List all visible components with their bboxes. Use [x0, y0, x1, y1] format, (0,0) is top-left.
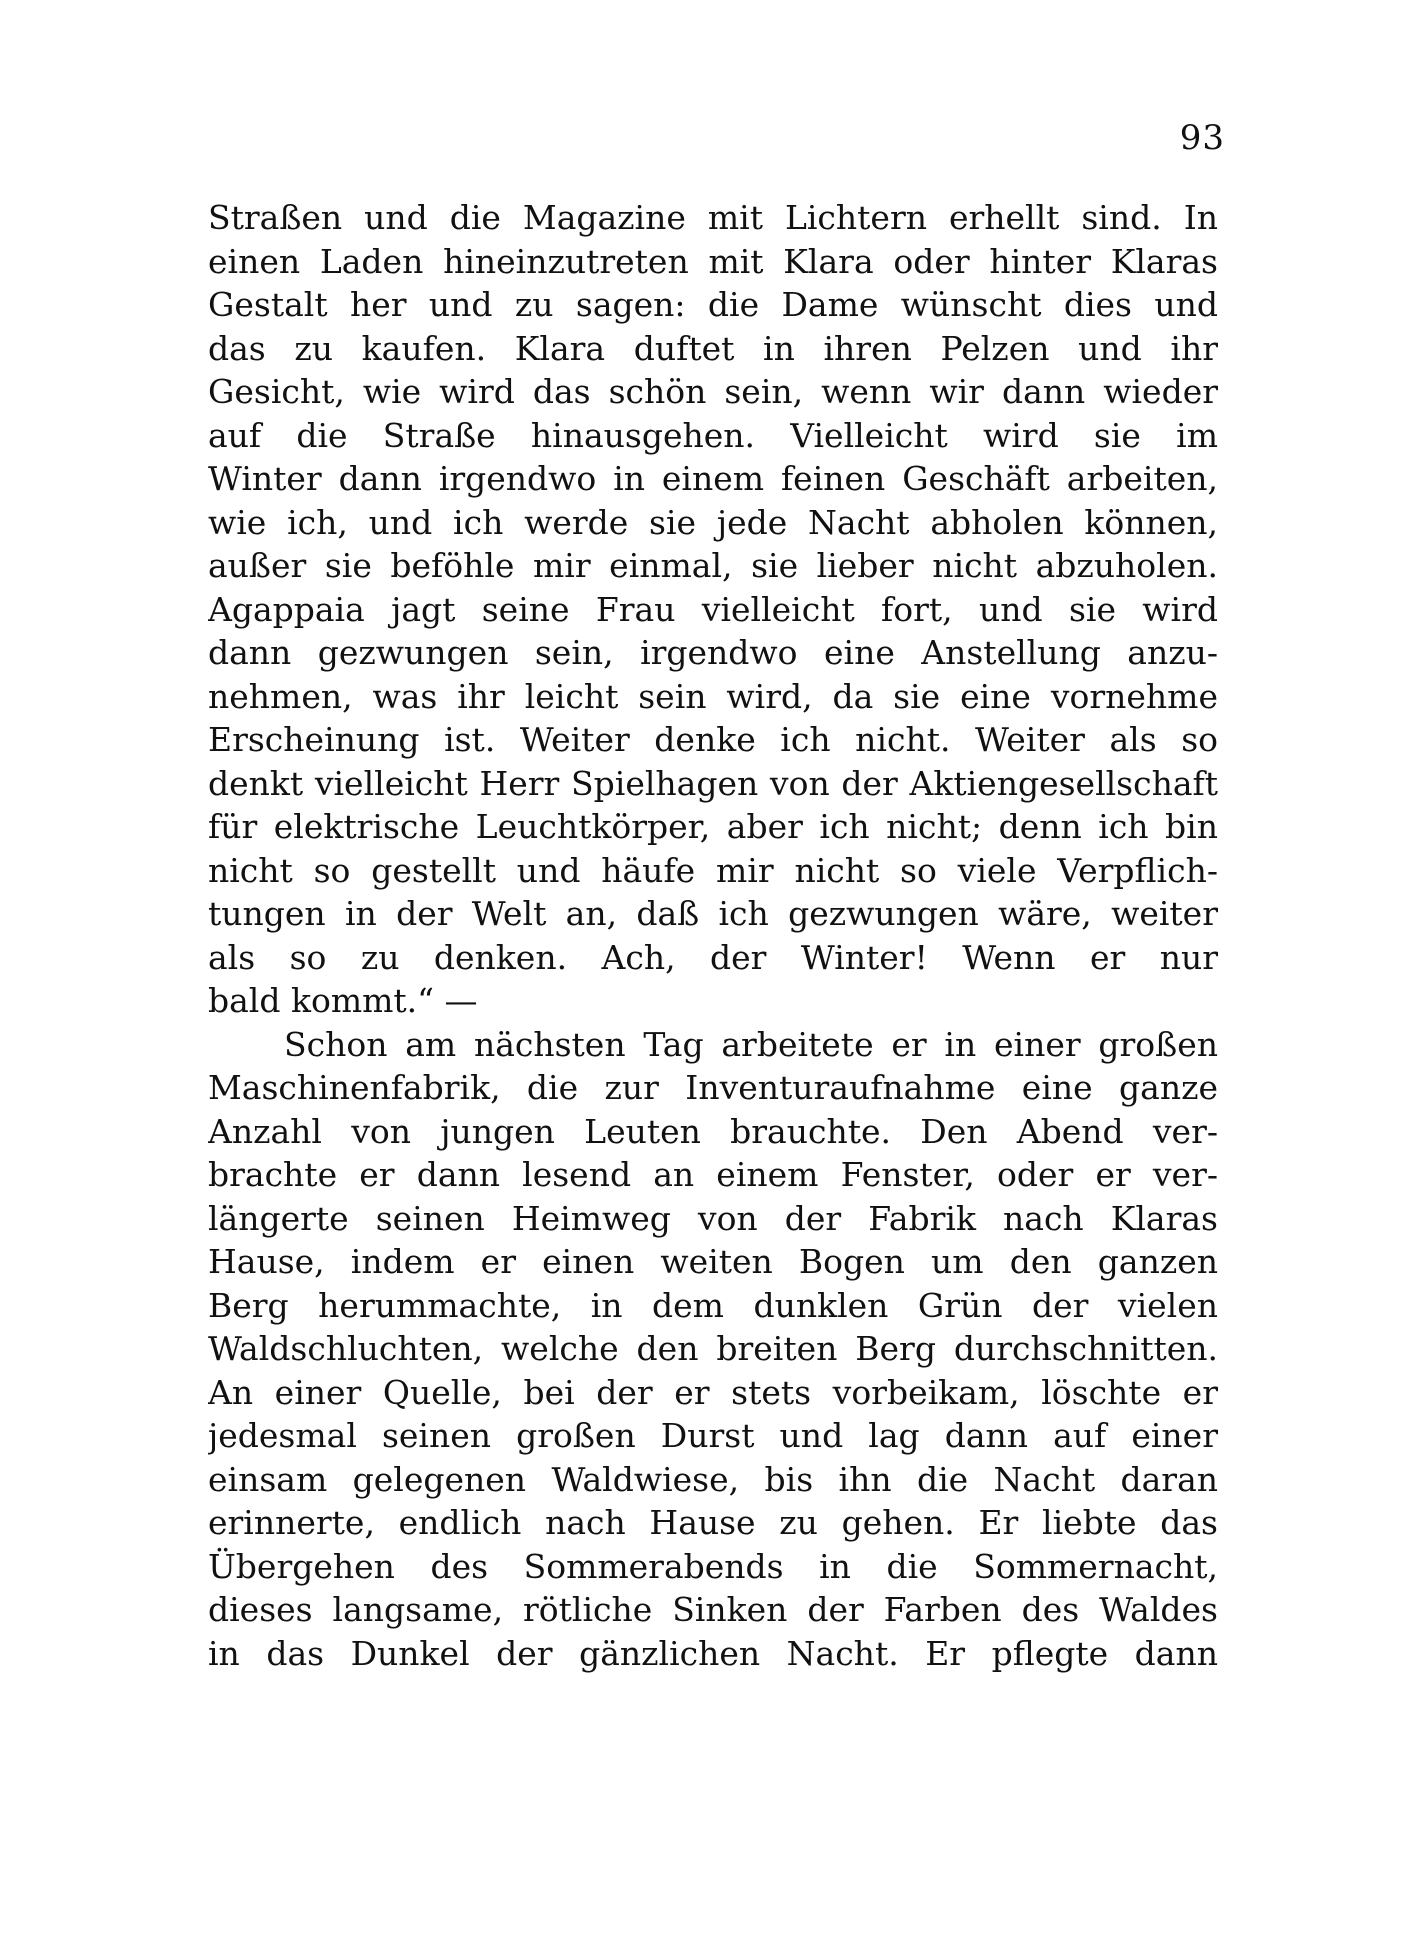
text-line: Übergehen des Sommerabends in die Sommernacht, [208, 1546, 1218, 1586]
text-line: längerte seinen Heimweg von der Fabrik nach Klaras [208, 1198, 1218, 1238]
text-line: jedesmal seinen großen Durst und lag dann auf einer [208, 1416, 1218, 1455]
text-line: einen Laden hineinzutreten mit Klara oder hinter Klaras [208, 241, 1218, 281]
text-line: für elektrische Leuchtkörper, aber ich nicht; denn ich bin [208, 807, 1218, 846]
text-line: erinnerte, endlich nach Hause zu gehen. Er liebte das [208, 1503, 1218, 1542]
text-line: Winter dann irgendwo in einem feinen Geschäft arbeiten, [208, 459, 1218, 498]
paragraph-end-line: bald kommt.“ — [208, 981, 478, 1020]
text-line: als so zu denken. Ach, der Winter! Wenn er nur [208, 937, 1218, 977]
text-line: Anzahl von jungen Leuten brauchte. Den Abend ver- [208, 1111, 1218, 1151]
text-line: Agappaia jagt seine Frau vielleicht fort, und sie wird [208, 589, 1218, 629]
text-line: Gesicht, wie wird das schön sein, wenn wir dann wieder [208, 372, 1218, 411]
text-line: außer sie beföhle mir einmal, sie lieber nicht abzuholen. [208, 546, 1218, 585]
text-line: nicht so gestellt und häufe mir nicht so viele Verpflich- [208, 850, 1218, 890]
text-line: An einer Quelle, bei der er stets vorbeikam, löschte er [208, 1372, 1218, 1412]
text-line: dann gezwungen sein, irgendwo eine Anstellung anzu- [208, 633, 1218, 672]
text-line: einsam gelegenen Waldwiese, bis ihn die Nacht daran [208, 1459, 1218, 1499]
text-line: wie ich, und ich werde sie jede Nacht abholen können, [208, 502, 1218, 542]
paragraph-start-line: Schon am nächsten Tag arbeitete er in einer großen [284, 1024, 1218, 1064]
text-line: Straßen und die Magazine mit Lichtern erhellt sind. In [208, 198, 1218, 237]
body-text [208, 196, 1218, 1675]
text-line: auf die Straße hinausgehen. Vielleicht wird sie im [208, 415, 1218, 455]
text-line: tungen in der Welt an, daß ich gezwungen wäre, weiter [208, 894, 1218, 933]
text-line: Hause, indem er einen weiten Bogen um den ganzen [208, 1242, 1218, 1281]
text-line: Berg herummachte, in dem dunklen Grün der vielen [208, 1285, 1218, 1325]
text-line: brachte er dann lesend an einem Fenster, oder er ver- [208, 1155, 1218, 1194]
text-line: Maschinenfabrik, die zur Inventuraufnahme eine ganze [208, 1068, 1218, 1107]
text-line: in das Dunkel der gänzlichen Nacht. Er pflegte dann [208, 1633, 1218, 1673]
text-line: denkt vielleicht Herr Spielhagen von der Aktiengesellschaft [208, 763, 1218, 803]
text-line: Waldschluchten, welche den breiten Berg durchschnitten. [208, 1329, 1218, 1368]
text-line: Gestalt her und zu sagen: die Dame wünscht dies und [208, 285, 1218, 324]
text-line: das zu kaufen. Klara duftet in ihren Pelzen und ihr [208, 328, 1218, 368]
text-line: nehmen, was ihr leicht sein wird, da sie eine vornehme [208, 676, 1218, 716]
text-line: dieses langsame, rötliche Sinken der Farben des Waldes [208, 1590, 1218, 1629]
text-line: Erscheinung ist. Weiter denke ich nicht. Weiter als so [208, 720, 1218, 759]
page-number: 93 [1179, 118, 1225, 158]
